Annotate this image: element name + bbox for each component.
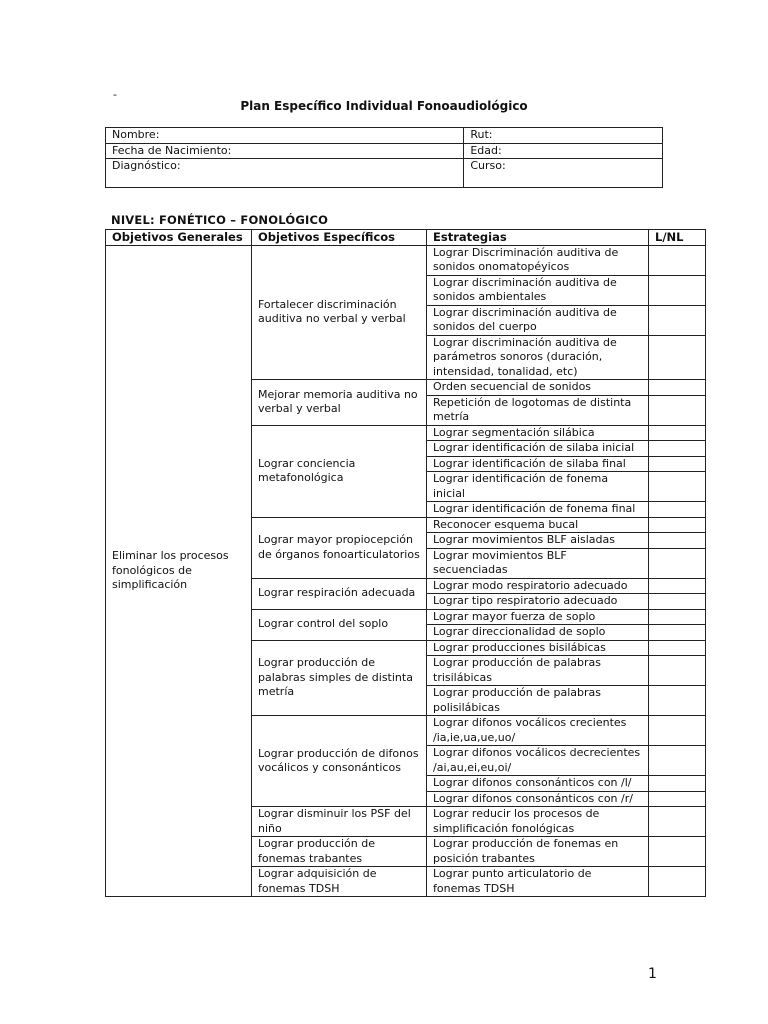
estrategia-cell: Lograr identificación de silaba inicial — [427, 441, 649, 457]
lnl-cell — [649, 776, 706, 792]
objetivo-especifico-cell: Lograr disminuir los PSF del niño — [252, 807, 427, 837]
lnl-cell — [649, 578, 706, 594]
edad-label: Edad: — [464, 143, 663, 159]
header-row — [106, 230, 706, 246]
objetivo-especifico-cell: Lograr producción de difonos vocálicos y consonánticos — [252, 716, 427, 807]
lnl-cell — [649, 441, 706, 457]
estrategia-cell: Lograr discriminación auditiva de sonidos ambientales — [427, 275, 649, 305]
objetivo-especifico-cell: Lograr respiración adecuada — [252, 578, 427, 609]
lnl-cell — [649, 548, 706, 578]
lnl-cell — [649, 305, 706, 335]
objetivo-especifico-cell: Lograr producción de palabras simples de distinta metría — [252, 640, 427, 716]
objetivo-especifico-cell: Lograr producción de fonemas trabantes — [252, 837, 427, 867]
header-lnl: L/NL — [649, 230, 706, 246]
objetivo-especifico-cell: Lograr adquisición de fonemas TDSH — [252, 867, 427, 897]
objetivo-especifico-cell: Mejorar memoria auditiva no verbal y verbal — [252, 380, 427, 426]
estrategia-cell: Lograr Discriminación auditiva de sonidos onomatopéyicos — [427, 245, 649, 275]
header-objetivos-especificos: Objetivos Específicos — [252, 230, 427, 246]
table-row — [106, 143, 663, 159]
lnl-cell — [649, 656, 706, 686]
objetivo-especifico-cell: Fortalecer discriminación auditiva no verbal y verbal — [252, 245, 427, 380]
table-row — [106, 245, 706, 275]
estrategia-cell: Lograr producción de fonemas en posición trabantes — [427, 837, 649, 867]
estrategia-cell: Repetición de logotomas de distinta metría — [427, 395, 649, 425]
objetivo-especifico-cell: Lograr conciencia metafonológica — [252, 425, 427, 517]
lnl-cell — [649, 746, 706, 776]
estrategia-cell: Reconocer esquema bucal — [427, 517, 649, 533]
patient-info-table — [105, 127, 663, 188]
lnl-cell — [649, 395, 706, 425]
estrategia-cell: Lograr discriminación auditiva de parámetros sonoros (duración, intensidad, tonalidad, etc) — [427, 335, 649, 380]
curso-label: Curso: — [464, 159, 663, 188]
estrategia-cell: Orden secuencial de sonidos — [427, 380, 649, 396]
lnl-cell — [649, 625, 706, 641]
estrategia-cell: Lograr modo respiratorio adecuado — [427, 578, 649, 594]
diagnostico-label: Diagnóstico: — [106, 159, 464, 188]
estrategia-cell: Lograr difonos consonánticos con /l/ — [427, 776, 649, 792]
plan-body — [106, 245, 706, 897]
estrategia-cell: Lograr discriminación auditiva de sonidos del cuerpo — [427, 305, 649, 335]
lnl-cell — [649, 640, 706, 656]
objetivo-especifico-cell: Lograr mayor propiocepción de órganos fonoarticulatorios — [252, 517, 427, 578]
estrategia-cell: Lograr identificación de fonema inicial — [427, 472, 649, 502]
lnl-cell — [649, 791, 706, 807]
lnl-cell — [649, 245, 706, 275]
lnl-cell — [649, 502, 706, 518]
lnl-cell — [649, 686, 706, 716]
page-marker: - — [113, 88, 117, 101]
header-estrategias: Estrategias — [427, 230, 649, 246]
lnl-cell — [649, 837, 706, 867]
estrategia-cell: Lograr movimientos BLF aisladas — [427, 533, 649, 549]
nombre-label: Nombre: — [106, 128, 464, 144]
estrategia-cell: Lograr movimientos BLF secuenciadas — [427, 548, 649, 578]
estrategia-cell: Lograr tipo respiratorio adecuado — [427, 594, 649, 610]
lnl-cell — [649, 594, 706, 610]
estrategia-cell: Lograr producciones bisilábicas — [427, 640, 649, 656]
lnl-cell — [649, 716, 706, 746]
estrategia-cell: Lograr direccionalidad de soplo — [427, 625, 649, 641]
lnl-cell — [649, 472, 706, 502]
estrategia-cell: Lograr difonos consonánticos con /r/ — [427, 791, 649, 807]
objetivo-general-cell: Eliminar los procesos fonológicos de simplificación — [106, 245, 252, 897]
estrategia-cell: Lograr identificación de fonema final — [427, 502, 649, 518]
estrategia-cell: Lograr mayor fuerza de soplo — [427, 609, 649, 625]
estrategia-cell: Lograr producción de palabras polisilábicas — [427, 686, 649, 716]
lnl-cell — [649, 380, 706, 396]
objetivo-especifico-cell: Lograr control del soplo — [252, 609, 427, 640]
lnl-cell — [649, 456, 706, 472]
page-title: Plan Específico Individual Fonoaudiológico — [240, 99, 528, 113]
estrategia-cell: Lograr punto articulatorio de fonemas TDSH — [427, 867, 649, 897]
estrategia-cell: Lograr identificación de silaba final — [427, 456, 649, 472]
estrategia-cell: Lograr reducir los procesos de simplificación fonológicas — [427, 807, 649, 837]
lnl-cell — [649, 533, 706, 549]
table-row — [106, 159, 663, 188]
estrategia-cell: Lograr difonos vocálicos decrecientes /ai,au,ei,eu,oi/ — [427, 746, 649, 776]
page-number: 1 — [648, 966, 657, 982]
table-row — [106, 128, 663, 144]
rut-label: Rut: — [464, 128, 663, 144]
lnl-cell — [649, 335, 706, 380]
lnl-cell — [649, 517, 706, 533]
lnl-cell — [649, 867, 706, 897]
fecha-nacimiento-label: Fecha de Nacimiento: — [106, 143, 464, 159]
header-objetivos-generales: Objetivos Generales — [106, 230, 252, 246]
lnl-cell — [649, 609, 706, 625]
plan-table — [105, 229, 706, 897]
estrategia-cell: Lograr difonos vocálicos crecientes /ia,ie,ua,ue,uo/ — [427, 716, 649, 746]
lnl-cell — [649, 275, 706, 305]
estrategia-cell: Lograr segmentación silábica — [427, 425, 649, 441]
level-heading: NIVEL: FONÉTICO – FONOLÓGICO — [111, 213, 329, 227]
estrategia-cell: Lograr producción de palabras trisilábicas — [427, 656, 649, 686]
lnl-cell — [649, 425, 706, 441]
lnl-cell — [649, 807, 706, 837]
